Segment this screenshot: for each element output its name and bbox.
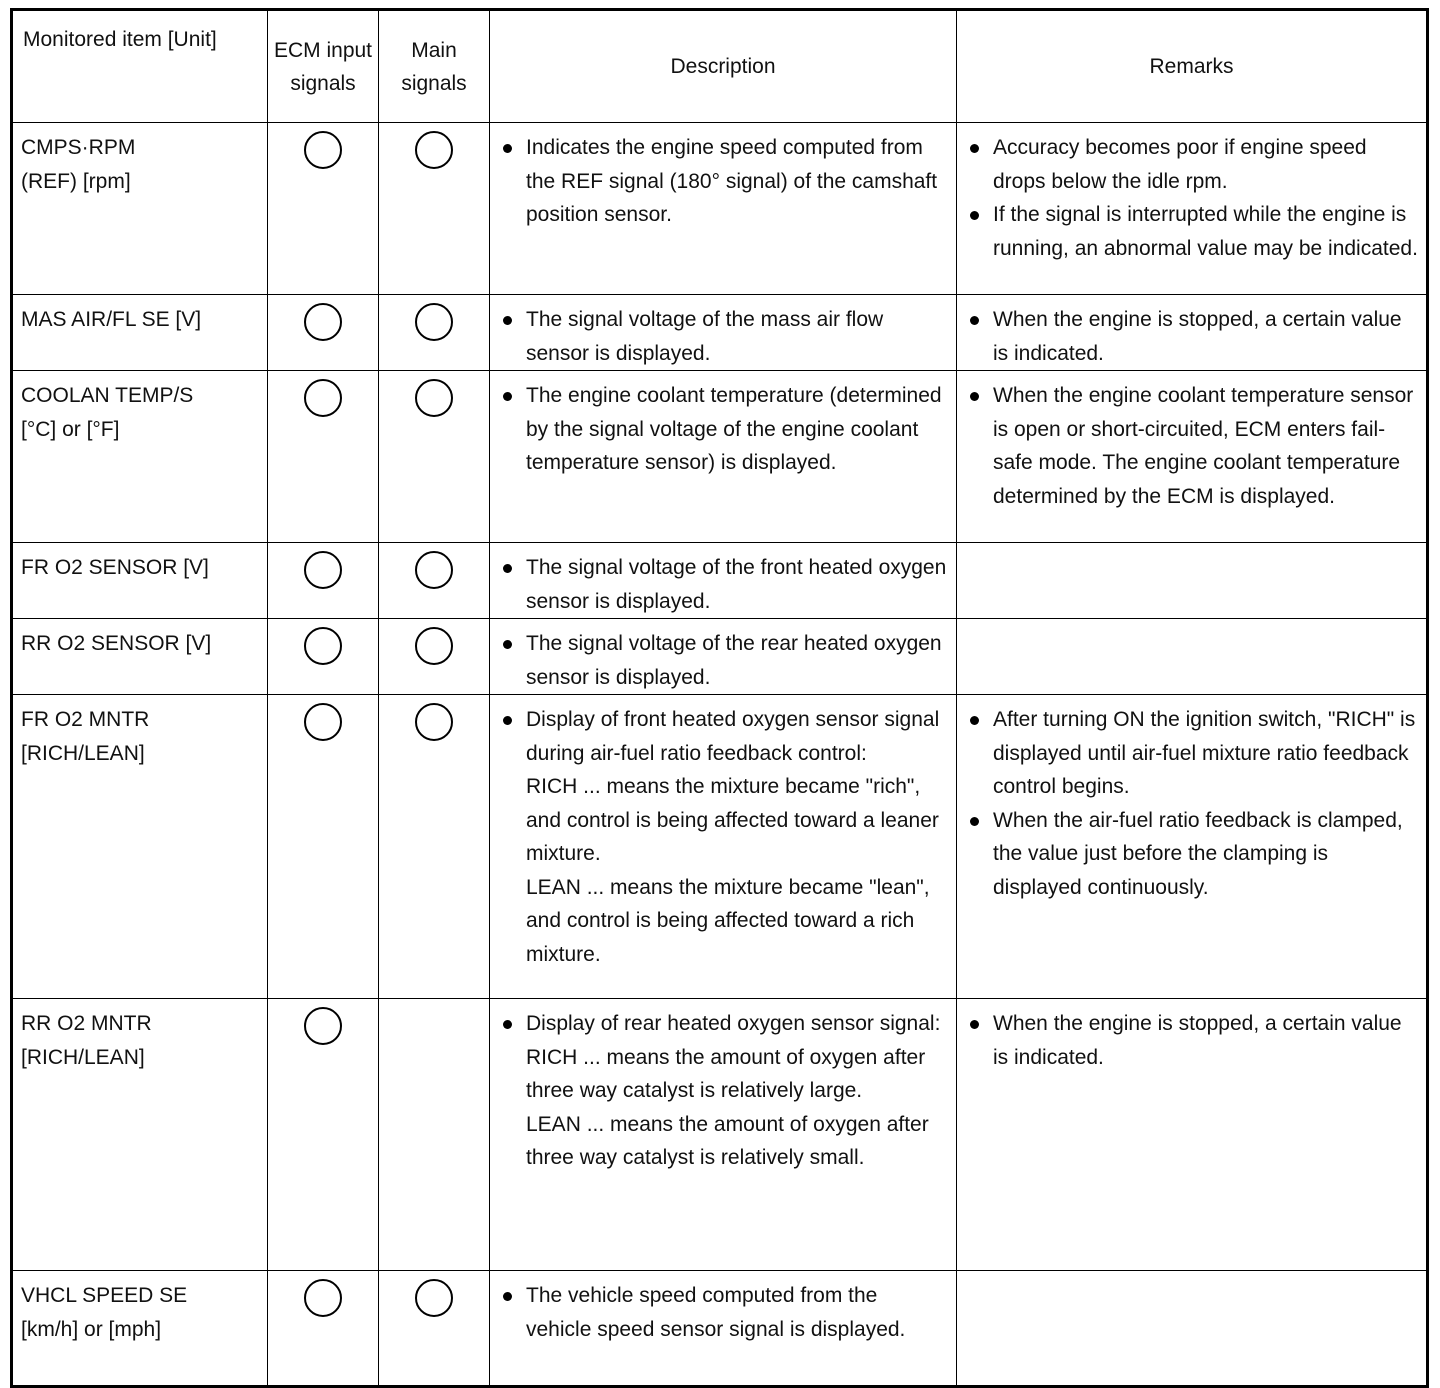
remarks-list [965,1007,1418,1074]
description-cell [490,999,957,1271]
circle-mark-icon [415,703,453,741]
description-list [498,1279,948,1346]
monitored-item-line: COOLAN TEMP/S [21,384,194,407]
description-list [498,303,948,370]
header-main-signals: Main signals [379,10,490,123]
monitored-item-line: FR O2 SENSOR [V] [21,556,209,579]
header-monitored-item: Monitored item [Unit] [12,10,268,123]
monitored-item-line: FR O2 MNTR [21,708,150,731]
circle-mark-icon [304,131,342,169]
table-row [12,371,1428,543]
main-signal-cell [379,695,490,999]
table-row [12,1271,1428,1387]
description-list [498,131,948,232]
monitored-item-cell [12,999,268,1271]
remark-bullet: When the engine is stopped, a certain value is indicated. [965,303,1418,370]
description-cell [490,695,957,999]
remarks-cell [957,543,1428,619]
remarks-list [965,303,1418,370]
main-signal-cell [379,371,490,543]
monitored-item-cell [12,619,268,695]
main-signal-cell [379,1271,490,1387]
circle-mark-icon [304,379,342,417]
circle-mark-icon [304,1007,342,1045]
remarks-list [965,379,1418,513]
remark-bullet: After turning ON the ignition switch, "RICH" is displayed until air-fuel mixture ratio feedback control begins. [965,703,1418,804]
header-row [12,10,1428,123]
remarks-cell [957,295,1428,371]
circle-mark-icon [415,131,453,169]
ecm-input-signal-cell [268,123,379,295]
main-signal-cell [379,619,490,695]
description-bullet: The signal voltage of the front heated oxygen sensor is displayed. [498,551,948,618]
table-row [12,619,1428,695]
ecm-input-signal-cell [268,543,379,619]
circle-mark-icon [304,627,342,665]
circle-mark-icon [304,703,342,741]
description-cell [490,619,957,695]
table-row [12,295,1428,371]
description-detail: RICH ... means the amount of oxygen after three way catalyst is relatively large. [526,1045,926,1102]
description-list [498,551,948,618]
description-cell [490,123,957,295]
header-description: Description [490,10,957,123]
monitored-item-line: VHCL SPEED SE [21,1284,188,1307]
monitored-item-line: MAS AIR/FL SE [V] [21,308,202,331]
ecm-input-signal-cell [268,1271,379,1387]
table-row [12,123,1428,295]
remark-bullet: When the air-fuel ratio feedback is clamped, the value just before the clamping is displayed continuously. [965,804,1418,905]
remarks-cell [957,999,1428,1271]
circle-mark-icon [415,551,453,589]
remarks-list [965,703,1418,904]
remark-bullet: When the engine is stopped, a certain value is indicated. [965,1007,1418,1074]
description-detail: RICH ... means the mixture became "rich", and control is being affected toward a leaner mixture. [526,775,939,865]
monitored-item-line: RR O2 MNTR [21,1012,152,1035]
description-detail: LEAN ... means the mixture became "lean", and control is being affected toward a rich mixture. [526,875,930,966]
description-bullet: Indicates the engine speed computed from the REF signal (180° signal) of the camshaft position sensor. [498,131,948,232]
monitor-item-table [10,8,1429,1388]
circle-mark-icon [304,551,342,589]
description-bullet: The engine coolant temperature (determined by the signal voltage of the engine coolant temperature sensor) is displayed. [498,379,948,480]
circle-mark-icon [415,303,453,341]
description-bullet: Display of rear heated oxygen sensor signal: [498,1007,948,1041]
description-cell [490,295,957,371]
description-bullet: The signal voltage of the rear heated oxygen sensor is displayed. [498,627,948,694]
monitored-item-line: RR O2 SENSOR [V] [21,632,212,655]
monitored-item-line: [RICH/LEAN] [21,741,145,765]
remarks-cell [957,1271,1428,1387]
description-cell [490,543,957,619]
circle-mark-icon [415,627,453,665]
remarks-list [965,131,1418,265]
remark-bullet: When the engine coolant temperature sensor is open or short-circuited, ECM enters fail-safe mode. The engine coolant temperature determined by the ECM is displayed. [965,379,1418,513]
header-ecm-input-signals: ECM input signals [268,10,379,123]
description-list [498,379,948,480]
main-signal-cell [379,123,490,295]
monitored-item-line: [RICH/LEAN] [21,1045,145,1069]
description-bullet: Display of front heated oxygen sensor signal during air-fuel ratio feedback control: [498,703,948,770]
remarks-cell [957,695,1428,999]
monitored-item-cell [12,295,268,371]
table-row [12,999,1428,1271]
monitored-item-cell [12,371,268,543]
remarks-cell [957,123,1428,295]
main-signal-cell [379,295,490,371]
circle-mark-icon [304,303,342,341]
monitored-item-line: [°C] or [°F] [21,417,120,441]
main-signal-cell [379,543,490,619]
monitored-item-cell [12,543,268,619]
description-list [498,1007,948,1041]
header-remarks: Remarks [957,10,1428,123]
description-list [498,627,948,694]
description-list [498,703,948,770]
circle-mark-icon [415,379,453,417]
ecm-input-signal-cell [268,695,379,999]
monitored-item-cell [12,123,268,295]
circle-mark-icon [415,1279,453,1317]
monitored-item-cell [12,695,268,999]
table-row [12,543,1428,619]
remarks-cell [957,619,1428,695]
description-cell [490,371,957,543]
ecm-input-signal-cell [268,999,379,1271]
description-bullet: The vehicle speed computed from the vehicle speed sensor signal is displayed. [498,1279,948,1346]
remark-bullet: Accuracy becomes poor if engine speed drops below the idle rpm. [965,131,1418,198]
monitored-item-line: CMPS·RPM [21,136,136,159]
remarks-cell [957,371,1428,543]
ecm-input-signal-cell [268,371,379,543]
circle-mark-icon [304,1279,342,1317]
table-row [12,695,1428,999]
description-detail: LEAN ... means the amount of oxygen after three way catalyst is relatively small. [526,1112,929,1169]
monitored-item-line: [km/h] or [mph] [21,1317,162,1341]
main-signal-cell [379,999,490,1271]
monitored-item-line: (REF) [rpm] [21,169,131,193]
monitored-item-cell [12,1271,268,1387]
description-cell [490,1271,957,1387]
description-bullet: The signal voltage of the mass air flow sensor is displayed. [498,303,948,370]
ecm-input-signal-cell [268,295,379,371]
ecm-input-signal-cell [268,619,379,695]
remark-bullet: If the signal is interrupted while the engine is running, an abnormal value may be indicated. [965,198,1418,265]
